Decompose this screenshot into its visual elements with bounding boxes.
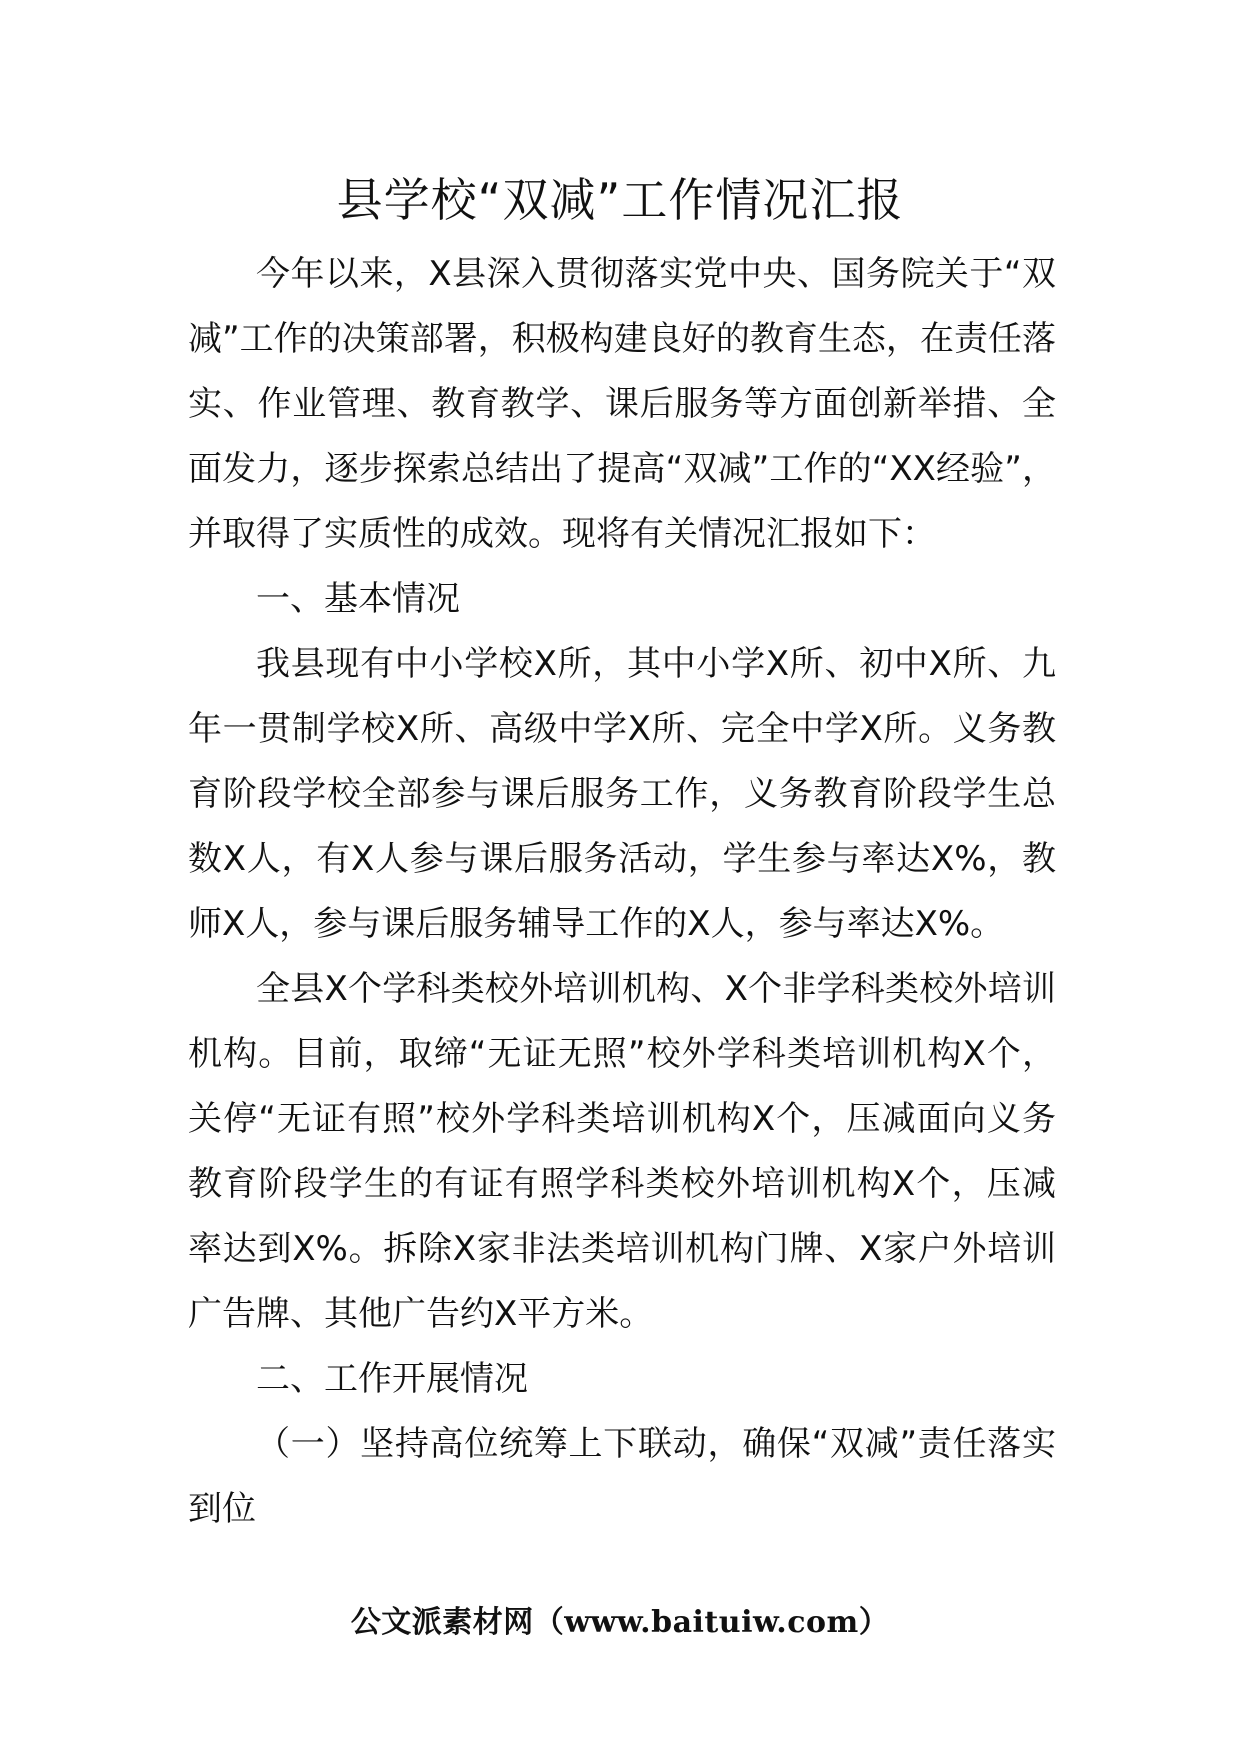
section-heading-basic-situation: 一、基本情况 <box>256 579 460 619</box>
training-institutions-paragraph: 全县X个学科类校外培训机构、X个非学科类校外培训机构。目前，取缔“无证无照”校外学科类培训机构X个，关停“无证有照”校外学科类培训机构X个，压减面向义务教育阶段学生的有证有照学科类校外培训机构X个，压减率达到X%。拆除X家非法类培训机构门牌、X家户外培训广告牌、其他广告约X平方米。 <box>188 969 1056 1334</box>
document-title: 县学校“双减”工作情况汇报 <box>336 173 904 227</box>
section-heading-work-progress: 二、工作开展情况 <box>256 1359 528 1399</box>
intro-paragraph: 今年以来，X县深入贯彻落实党中央、国务院关于“双减”工作的决策部署，积极构建良好的教育生态，在责任落实、作业管理、教育教学、课后服务等方面创新举措、全面发力，逐步探索总结出了提高“双减”工作的“XX经验”，并取得了实质性的成效。现将有关情况汇报如下： <box>188 254 1056 554</box>
subsection-heading-1: （一）坚持高位统筹上下联动，确保“双减”责任落实到位 <box>188 1424 1056 1529</box>
source-watermark: 公文派素材网（www.baituiw.com） <box>350 1605 890 1640</box>
document-body <box>188 242 1056 1542</box>
schools-paragraph: 我县现有中小学校X所，其中小学X所、初中X所、九年一贯制学校X所、高级中学X所、完全中学X所。义务教育阶段学校全部参与课后服务工作，义务教育阶段学生总数X人，有X人参与课后服务活动，学生参与率达X%，教师X人，参与课后服务辅导工作的X人，参与率达X%。 <box>188 644 1056 944</box>
